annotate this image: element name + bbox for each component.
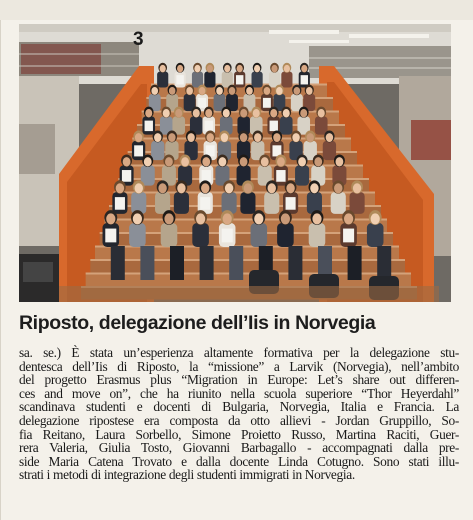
person-figure xyxy=(155,180,170,214)
article-body xyxy=(19,346,459,482)
person-figure xyxy=(299,63,310,88)
person-figure xyxy=(131,180,146,214)
person-legs xyxy=(377,246,391,280)
person-figure xyxy=(304,131,317,161)
page-top-edge xyxy=(0,0,473,20)
person-figure xyxy=(340,210,357,247)
person-figure xyxy=(157,63,168,88)
column-rule xyxy=(0,20,1,520)
article-body-line: ces and move on”, che ha riunito nella scuola superiore “Thor Heyerdahl” xyxy=(19,385,459,401)
article-body-line: strati i metodi di integrazione degli studenti immigrati in Norvegia. xyxy=(19,467,355,483)
floor-number-sign: 3 xyxy=(133,29,144,50)
person-figure xyxy=(267,107,280,135)
person-figure xyxy=(214,85,226,111)
person-figure xyxy=(192,63,203,88)
article-body-line: delegazione ripostese era composta da otto allievi - Jordan Gruppillo, So- xyxy=(19,412,459,428)
person-figure xyxy=(190,107,203,135)
person-figure xyxy=(234,63,245,88)
person-figure xyxy=(250,107,263,135)
person-legs xyxy=(200,246,214,280)
person-figure xyxy=(280,107,293,135)
person-legs xyxy=(140,246,154,280)
person-legs xyxy=(111,246,125,280)
person-figure xyxy=(309,210,326,247)
person-figure xyxy=(198,180,213,214)
article-headline: Riposto, delegazione dell’Iis in Norvegia xyxy=(19,312,376,334)
person-figure xyxy=(251,210,268,247)
news-article xyxy=(19,24,463,482)
person-figure xyxy=(281,63,292,88)
person-figure xyxy=(237,107,250,135)
person-figure xyxy=(192,210,209,247)
person-figure xyxy=(174,180,189,214)
person-figure xyxy=(323,131,336,161)
person-figure xyxy=(103,210,120,247)
person-figure xyxy=(160,107,173,135)
article-body-line: rera Valeria, Giulia Tosto, Giovanni Barbagallo - accompagnati dalla pre- xyxy=(19,440,459,456)
person-legs xyxy=(229,246,243,280)
person-figure xyxy=(184,85,196,111)
person-figure xyxy=(240,180,255,214)
person-figure xyxy=(112,180,127,214)
stair-step-edge xyxy=(86,273,411,275)
person-figure xyxy=(350,180,365,214)
person-figure xyxy=(261,85,273,111)
article-body-line: del progetto Erasmus plus “Migration in Europe: Let’s share out differen- xyxy=(19,372,459,388)
person-figure xyxy=(297,107,310,135)
person-figure xyxy=(315,107,328,135)
person-figure xyxy=(172,107,185,135)
person-figure xyxy=(283,180,298,214)
person-figure xyxy=(141,154,155,185)
person-figure xyxy=(295,154,309,185)
person-figure xyxy=(367,210,384,247)
person-figure xyxy=(264,180,279,214)
person-figure xyxy=(129,210,146,247)
person-figure xyxy=(269,63,280,88)
person-figure xyxy=(175,63,186,88)
person-figure xyxy=(291,85,303,111)
person-figure xyxy=(151,131,164,161)
person-figure xyxy=(132,131,145,161)
person-figure xyxy=(220,107,233,135)
article-body-line: sa. se.) È stata un’esperienza altamente formativa per la delegazione stu- xyxy=(19,345,459,360)
person-figure xyxy=(274,154,288,185)
article-body-line: side Maria Catena Trovato e dalla docente Linda Cotugno. Sono stati illu- xyxy=(19,453,459,469)
group-photo xyxy=(19,24,451,302)
person-legs xyxy=(348,246,362,280)
person-figure xyxy=(161,210,178,247)
person-figure xyxy=(307,180,322,214)
article-body-line: dentesca dell’Iis di Riposto, la “missione” a Larvik (Norvegia), nell’ambito xyxy=(19,358,459,374)
person-figure xyxy=(202,107,215,135)
person-legs xyxy=(170,246,184,280)
person-figure xyxy=(219,210,236,247)
person-figure xyxy=(277,210,294,247)
person-figure xyxy=(222,63,233,88)
person-figure xyxy=(252,63,263,88)
person-legs xyxy=(288,246,302,280)
stair-step xyxy=(86,273,411,287)
group-photo-illustration xyxy=(19,24,451,302)
article-body-line: scandinava studenti e docenti di Bulgaria, Norvegia, Italia e Francia. La xyxy=(19,399,459,415)
person-figure xyxy=(204,63,215,88)
person-figure xyxy=(331,180,346,214)
person-figure xyxy=(222,180,237,214)
article-body-line: fia Reitano, Laura Sorbello, Simone Proietto Russo, Martina Raciti, Guer- xyxy=(19,426,459,442)
person-figure xyxy=(142,107,155,135)
